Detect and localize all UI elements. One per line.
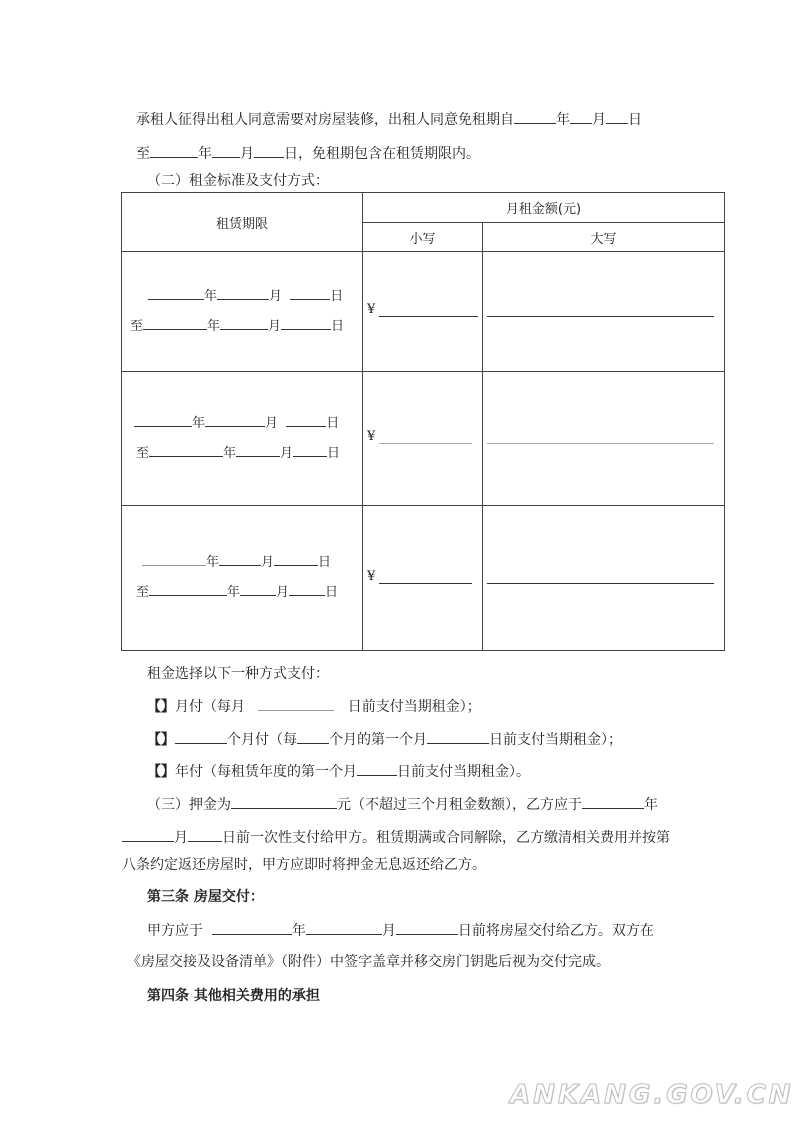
intro-line-2 xyxy=(136,143,480,164)
opt3-text-b: 日前支付当期租金）。 xyxy=(397,764,530,780)
unit-day: 日 xyxy=(325,585,339,600)
blank-year[interactable] xyxy=(134,412,192,427)
blank-month[interactable] xyxy=(220,315,268,330)
unit-day: 日 xyxy=(331,318,345,334)
header-small: 小写 xyxy=(363,223,483,252)
unit-month: 月 xyxy=(261,555,275,570)
payment-option-monthly xyxy=(147,696,481,717)
blank-day[interactable] xyxy=(289,581,325,596)
blank-year[interactable] xyxy=(150,143,198,158)
blank-months[interactable] xyxy=(297,729,329,744)
deposit-line-3 xyxy=(122,855,486,875)
blank-month[interactable] xyxy=(236,442,280,457)
unit-year: 年 xyxy=(192,415,206,431)
small-amount-cell[interactable] xyxy=(363,252,483,372)
unit-day: 日 xyxy=(326,415,340,431)
blank-day[interactable] xyxy=(606,109,628,124)
unit-day: 日 xyxy=(330,288,344,304)
big-amount-cell[interactable] xyxy=(483,252,725,372)
unit-year: 年 xyxy=(204,288,218,304)
unit-year: 年 xyxy=(207,318,221,334)
article3-text-e: 《房屋交接及设备清单》（附件）中签字盖章并移交房门钥匙后视为交付完成。 xyxy=(127,954,610,970)
opt2-text-b: 个月的第一个月 xyxy=(329,732,427,748)
blank-month[interactable] xyxy=(212,143,240,158)
blank-day[interactable] xyxy=(258,696,334,711)
deposit-text-b: 元（不超过三个月租金数额），乙方应于 xyxy=(337,797,582,813)
blank-day[interactable] xyxy=(293,442,327,457)
unit-month: 月 xyxy=(276,585,290,600)
table-row xyxy=(122,252,725,372)
payment-option-n-months xyxy=(147,729,622,750)
unit-month: 月 xyxy=(280,445,294,461)
blank-day[interactable] xyxy=(188,827,222,842)
deposit-text-c: 年 xyxy=(644,797,658,813)
blank-year[interactable] xyxy=(143,315,207,330)
unit-year: 年 xyxy=(556,112,570,128)
small-amount-line[interactable] xyxy=(379,443,472,444)
unit-day-text: 日，免租期包含在租赁期限内。 xyxy=(284,146,480,162)
blank-deposit[interactable] xyxy=(231,794,337,809)
blank-year[interactable] xyxy=(149,581,227,596)
blank-day[interactable] xyxy=(396,920,458,935)
small-amount-line[interactable] xyxy=(379,583,472,584)
unit-month: 月 xyxy=(381,923,396,939)
blank-day[interactable] xyxy=(281,315,331,330)
yen-sign: ¥ xyxy=(367,302,376,317)
deposit-text-d: 月 xyxy=(174,830,188,846)
period-cell xyxy=(122,372,363,506)
big-amount-line[interactable] xyxy=(487,443,714,444)
unit-day: 日 xyxy=(628,112,642,128)
blank-month[interactable] xyxy=(205,412,265,427)
checkbox-monthly[interactable]: 【】 xyxy=(147,699,175,715)
opt1-text-a: 月付（每月 xyxy=(175,699,245,715)
blank-day[interactable] xyxy=(274,551,318,566)
period-cell xyxy=(122,506,363,651)
payment-intro: 租金选择以下一种方式支付： xyxy=(147,666,329,682)
blank-day[interactable] xyxy=(290,285,330,300)
unit-year: 年 xyxy=(227,585,241,600)
unit-month: 月 xyxy=(240,146,254,162)
blank-year[interactable] xyxy=(149,442,223,457)
deposit-line-1 xyxy=(147,794,658,815)
opt3-text-a: 年付（每租赁年度的第一个月 xyxy=(175,764,357,780)
article-3-line-1 xyxy=(147,920,654,941)
blank-year[interactable] xyxy=(212,920,292,935)
unit-day: 日 xyxy=(327,445,341,461)
blank-year[interactable] xyxy=(582,794,644,809)
unit-year: 年 xyxy=(198,146,212,162)
unit-month: 月 xyxy=(265,415,279,431)
unit-day: 日 xyxy=(318,555,332,570)
to-label: 至 xyxy=(136,146,150,162)
section-2-title: （二）租金标准及支付方式： xyxy=(147,173,329,189)
blank-months[interactable] xyxy=(175,729,227,744)
unit-year: 年 xyxy=(223,445,237,461)
big-amount-line[interactable] xyxy=(487,316,714,317)
blank-month[interactable] xyxy=(306,920,382,935)
article3-text-d: 日前将房屋交付给乙方。双方在 xyxy=(457,923,654,939)
to-label: 至 xyxy=(130,318,144,334)
intro-line-1 xyxy=(136,109,642,130)
big-amount-cell[interactable] xyxy=(483,372,725,506)
article-3-line-2 xyxy=(127,952,610,972)
deposit-line-2 xyxy=(122,827,670,848)
big-amount-cell[interactable] xyxy=(483,506,725,651)
blank-month[interactable] xyxy=(122,827,174,842)
checkbox-n-months[interactable]: 【】 xyxy=(147,732,175,748)
checkbox-yearly[interactable]: 【】 xyxy=(147,764,175,780)
article-4-title: 第四条 其他相关费用的承担 xyxy=(147,988,320,1004)
yen-sign: ¥ xyxy=(367,569,376,584)
small-amount-cell[interactable] xyxy=(363,372,483,506)
blank-year[interactable] xyxy=(142,551,206,566)
blank-month[interactable] xyxy=(570,109,592,124)
blank-day[interactable] xyxy=(286,412,326,427)
table-row xyxy=(122,372,725,506)
deposit-text-a: （三）押金为 xyxy=(147,797,231,813)
table-row xyxy=(122,506,725,651)
article3-text-a: 甲方应于 xyxy=(147,923,203,939)
payment-option-yearly xyxy=(147,761,530,782)
yen-sign: ¥ xyxy=(367,429,376,444)
intro-text: 承租人征得出租人同意需要对房屋装修，出租人同意免租期自 xyxy=(136,112,514,128)
opt2-text-a: 个月付（每 xyxy=(227,732,297,748)
header-amount: 月租金额(元) xyxy=(363,193,725,223)
unit-year: 年 xyxy=(206,555,220,570)
blank-year[interactable] xyxy=(148,285,204,300)
header-big: 大写 xyxy=(483,223,725,252)
deposit-text-f: 八条约定返还房屋时，甲方应即时将押金无息返还给乙方。 xyxy=(122,857,486,873)
unit-month: 月 xyxy=(269,288,283,304)
header-period: 租赁期限 xyxy=(122,193,363,252)
deposit-text-e: 日前一次性支付给甲方。租赁期满或合同解除，乙方缴清相关费用并按第 xyxy=(222,830,670,846)
blank-day[interactable] xyxy=(357,761,397,776)
site-watermark: ANKANG.GOV.CN xyxy=(510,1080,794,1110)
blank-month[interactable] xyxy=(219,551,261,566)
unit-month: 月 xyxy=(592,112,606,128)
blank-day[interactable] xyxy=(254,143,284,158)
article-3-title: 第三条 房屋交付： xyxy=(147,889,264,905)
blank-day[interactable] xyxy=(427,729,489,744)
unit-year: 年 xyxy=(291,923,306,939)
period-cell xyxy=(122,252,363,372)
unit-month: 月 xyxy=(268,318,282,334)
small-amount-cell[interactable] xyxy=(363,506,483,651)
rent-table xyxy=(121,192,725,651)
blank-month[interactable] xyxy=(217,285,269,300)
blank-month[interactable] xyxy=(240,581,276,596)
blank-year[interactable] xyxy=(514,109,556,124)
small-amount-line[interactable] xyxy=(379,316,478,317)
to-label: 至 xyxy=(136,445,150,461)
opt2-text-c: 日前支付当期租金）； xyxy=(489,732,622,748)
opt1-text-b: 日前支付当期租金）； xyxy=(347,699,481,715)
big-amount-line[interactable] xyxy=(487,583,714,584)
to-label: 至 xyxy=(136,585,150,600)
